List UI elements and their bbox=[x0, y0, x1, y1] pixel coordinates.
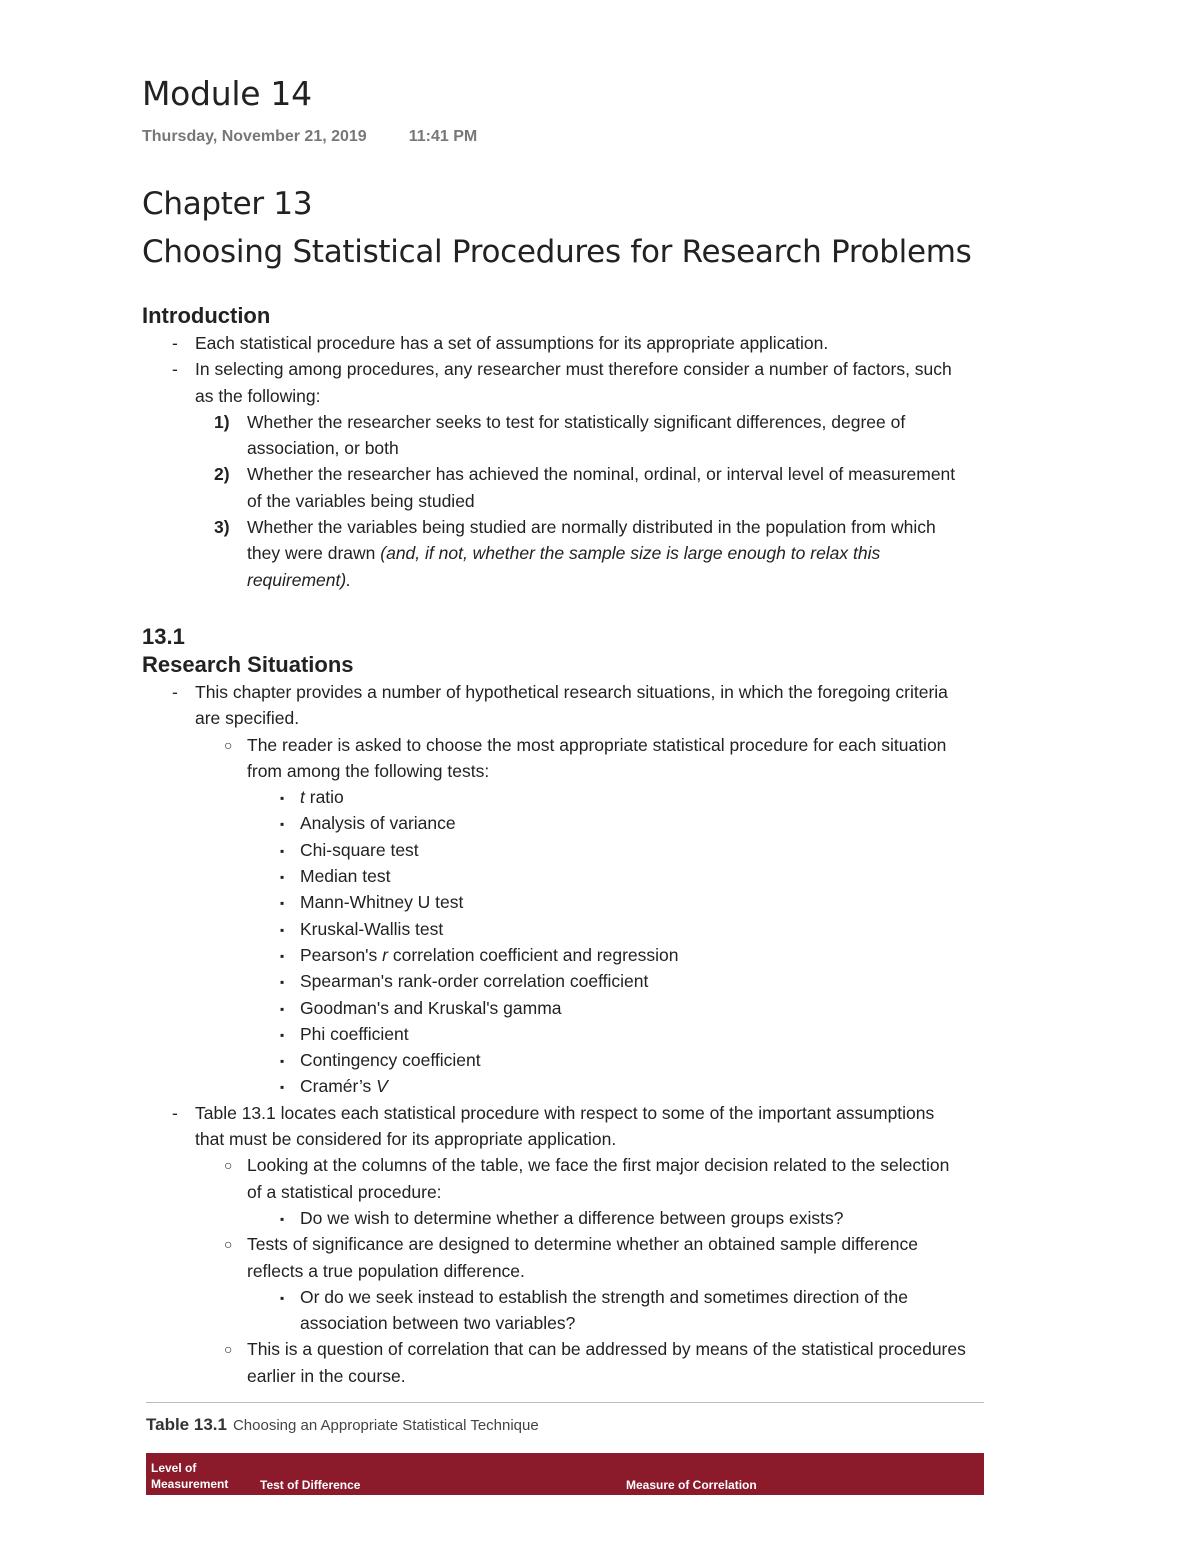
numbered-item: 3) Whether the variables being studied are normally distributed in the population from which bbox=[214, 517, 936, 538]
table-header bbox=[146, 1453, 984, 1495]
circle-bullet-icon: ○ bbox=[224, 1157, 233, 1174]
divider bbox=[146, 1402, 984, 1403]
square-bullet-icon: ▪ bbox=[280, 1054, 285, 1069]
list-item: - Table 13.1 locates each statistical procedure with respect to some of the important assumptions bbox=[142, 1100, 1072, 1126]
square-bullet-icon: ▪ bbox=[280, 896, 285, 911]
section-number: 13.1 bbox=[142, 623, 185, 649]
test-item: ▪ Kruskal-Wallis test bbox=[142, 916, 1072, 942]
list-item: - Each statistical procedure has a set of assumptions for its appropriate application. bbox=[142, 330, 1072, 356]
list-item: ○ Tests of significance are designed to determine whether an obtained sample difference bbox=[142, 1231, 1072, 1257]
column-header-level: Level of Measurement bbox=[151, 1461, 229, 1491]
test-item: ▪ Spearman's rank-order correlation coefficient bbox=[142, 968, 1072, 994]
circle-bullet-icon: ○ bbox=[224, 1236, 233, 1253]
chapter-title: Choosing Statistical Procedures for Research Problems bbox=[142, 234, 972, 270]
numbered-item: 1) Whether the researcher seeks to test for statistically significant differences, degree of bbox=[214, 411, 906, 432]
list-item: - In selecting among procedures, any researcher must therefore consider a number of factors, such bbox=[142, 356, 1072, 382]
test-item: ▪ t ratio bbox=[142, 784, 1072, 810]
square-bullet-icon: ▪ bbox=[280, 922, 285, 937]
square-bullet-icon: ▪ bbox=[280, 1001, 285, 1016]
test-item: ▪ Goodman's and Kruskal's gamma bbox=[142, 995, 1072, 1021]
chapter-number: Chapter 13 bbox=[142, 186, 313, 222]
test-item: ▪ Cramér’s V bbox=[142, 1073, 1072, 1099]
dash-marker: - bbox=[172, 333, 178, 353]
list-item: - This chapter provides a number of hypothetical research situations, in which the foregoing criteria bbox=[142, 679, 1072, 705]
test-item: ▪ Median test bbox=[142, 863, 1072, 889]
column-header-difference: Test of Difference bbox=[260, 1478, 361, 1492]
table-image bbox=[146, 1402, 984, 1495]
test-item: ▪ Contingency coefficient bbox=[142, 1047, 1072, 1073]
list-item: ○ This is a question of correlation that can be addressed by means of the statistical procedures bbox=[142, 1336, 1072, 1362]
square-bullet-icon: ▪ bbox=[280, 843, 285, 858]
square-bullet-icon: ▪ bbox=[280, 1290, 285, 1305]
square-bullet-icon: ▪ bbox=[280, 817, 285, 832]
note-body: Introduction - Each statistical procedure has a set of assumptions for its appropriate application. - In selecting among procedures, any researcher must therefore consider a number of factors, such as the following: 1) Whether the researcher seeks to test for statistically significant differences, degree of association, or both 2) Whether the researcher has achieved the nominal, ordinal, or interval level of measurement of the variables being studied 3) Whether the variables being studied are normally distributed in the population from which they were drawn (and, if not, whether the sample size is large enough to relax this requirement). 13.1 Research Situations - This chapter provides a number of hypothetical research situations, in which the foregoing criteria are specified. ○ The reader is asked to choose the most appropriate statistical procedure for each situation from among the following tests: ▪ t ratio ▪ Analysis of variance ▪ Chi-square test ▪ Median test ▪ Mann-Whitney U test ▪ Kruskal-Wallis test ▪ Pearson's r correlation coefficient and regression ▪ Spearman's rank-order correlation coefficient ▪ Goodman's and Kruskal's gamma ▪ Phi coefficient ▪ Contingency coefficient ▪ Cramér’s V - Table 13.1 locates each statistical procedure with respect to some of the important assumptions that must be considered for its appropriate application. ○ Looking at the columns of the table, we face the first major decision related to the selection of a statistical procedure: ▪ Do we wish to determine whether a difference between groups exists? ○ Tests of significance are designed to determine whether an obtained sample difference reflects a true population difference. ▪ Or do we seek instead to establish the strength and sometimes direction of the association between two variables? ○ This is a question of correlation that can be addressed by means of the statistical procedures earlier in the course. bbox=[142, 302, 1072, 1389]
square-bullet-icon: ▪ bbox=[280, 975, 285, 990]
circle-bullet-icon: ○ bbox=[224, 736, 233, 753]
test-item: ▪ Mann-Whitney U test bbox=[142, 889, 1072, 915]
page-title: Module 14 bbox=[142, 74, 312, 113]
test-item: ▪ Pearson's r correlation coefficient and regression bbox=[142, 942, 1072, 968]
numbered-item: 2) Whether the researcher has achieved the nominal, ordinal, or interval level of measurement bbox=[214, 464, 956, 485]
section-heading: Research Situations bbox=[142, 651, 354, 677]
note-date: Thursday, November 21, 2019 bbox=[142, 128, 367, 145]
intro-heading: Introduction bbox=[142, 303, 271, 328]
list-item: ○ The reader is asked to choose the most appropriate statistical procedure for each situation bbox=[142, 732, 1072, 758]
table-caption: Table 13.1 Choosing an Appropriate Statistical Technique bbox=[146, 1415, 539, 1434]
chapter-heading bbox=[142, 180, 971, 276]
circle-bullet-icon: ○ bbox=[224, 1341, 233, 1358]
square-bullet-icon: ▪ bbox=[280, 1080, 285, 1095]
note-time: 11:41 PM bbox=[408, 128, 478, 145]
test-item: ▪ Phi coefficient bbox=[142, 1021, 1072, 1047]
square-bullet-icon: ▪ bbox=[280, 1027, 285, 1042]
square-bullet-icon: ▪ bbox=[280, 948, 285, 963]
square-bullet-icon: ▪ bbox=[280, 870, 285, 885]
square-bullet-icon: ▪ bbox=[280, 791, 285, 806]
square-bullet-icon: ▪ bbox=[280, 1211, 285, 1226]
test-item: ▪ Chi-square test bbox=[142, 837, 1072, 863]
column-header-correlation: Measure of Correlation bbox=[626, 1478, 757, 1492]
list-item: ○ Looking at the columns of the table, we face the first major decision related to the selection bbox=[142, 1152, 1072, 1178]
note-timestamp bbox=[142, 128, 477, 146]
dash-marker: - bbox=[172, 681, 178, 702]
dash-marker: - bbox=[172, 1102, 178, 1123]
test-item: ▪ Analysis of variance bbox=[142, 810, 1072, 836]
list-item: ▪ Or do we seek instead to establish the strength and sometimes direction of the bbox=[142, 1284, 1072, 1310]
dash-marker: - bbox=[172, 359, 178, 380]
list-item: ▪ Do we wish to determine whether a difference between groups exists? bbox=[142, 1205, 1072, 1231]
